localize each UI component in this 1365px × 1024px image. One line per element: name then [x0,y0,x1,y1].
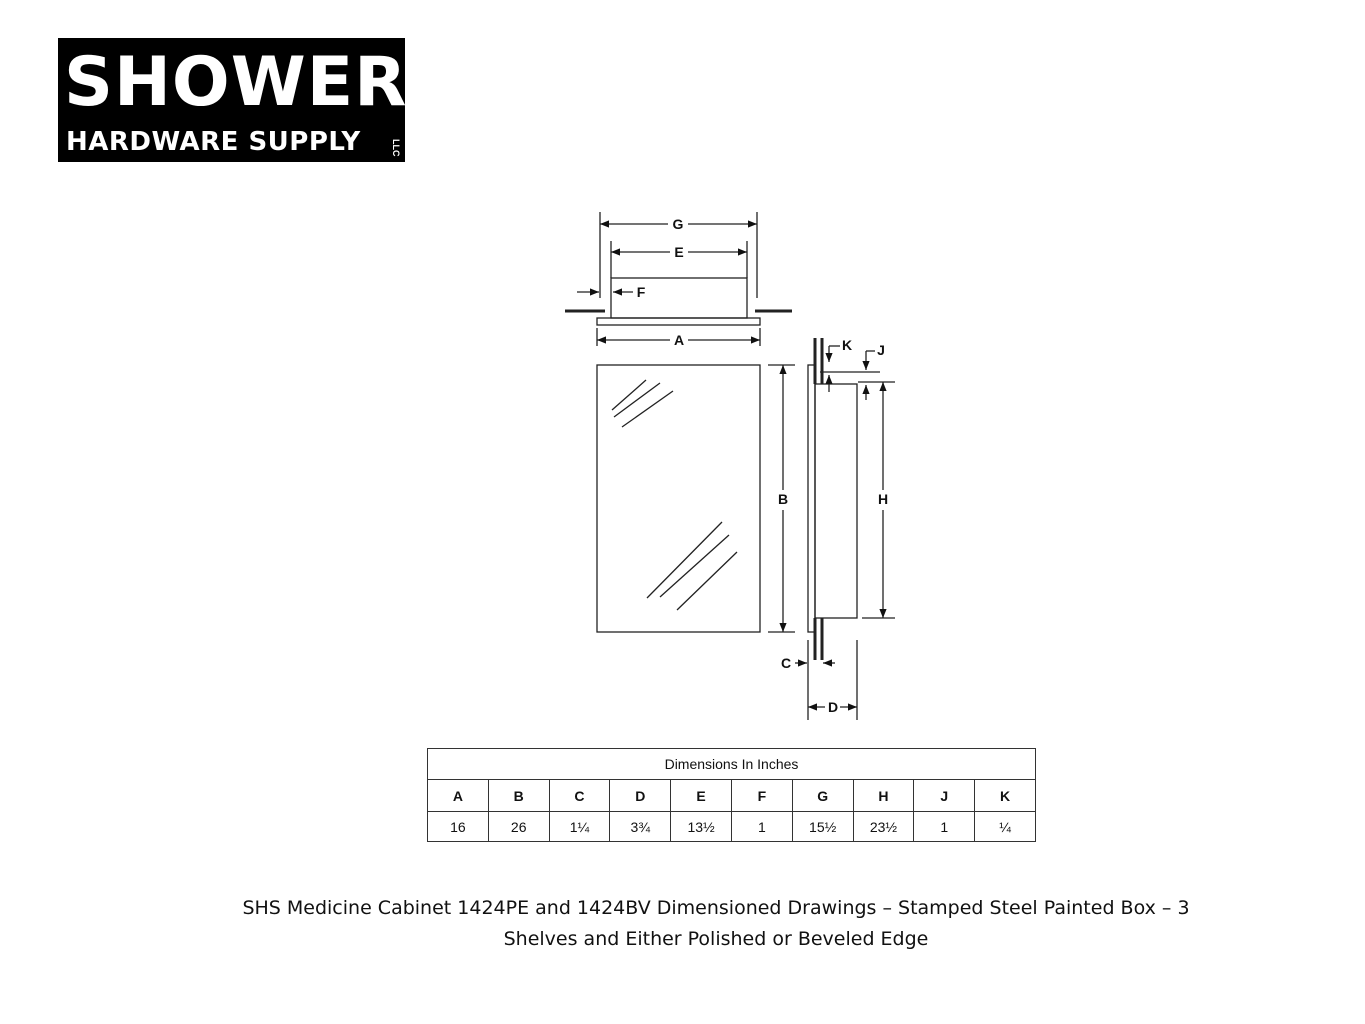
table-cell: 16 [428,812,489,842]
table-header-cell: B [488,780,549,812]
table-cell: 15½ [792,812,853,842]
dim-label-f: F [636,284,646,300]
table-cell: 3¾ [610,812,671,842]
dim-label-a: A [673,332,685,348]
table-cell: ¼ [975,812,1036,842]
table-header-row [428,780,1036,812]
dim-label-k: K [841,337,853,353]
caption-line-2: Shelves and Either Polished or Beveled Edge [503,928,929,950]
table-header-cell: D [610,780,671,812]
dimensions-table [427,748,1036,842]
figure-caption [200,893,1232,955]
table-header-cell: H [853,780,914,812]
table-header-cell: C [549,780,610,812]
table-cell: 1¼ [549,812,610,842]
table-title: Dimensions In Inches [428,749,1036,780]
table-header-cell: J [914,780,975,812]
table-header-cell: G [792,780,853,812]
table-header-cell: A [428,780,489,812]
table-header-cell: E [671,780,732,812]
table-row [428,812,1036,842]
table-cell: 1 [731,812,792,842]
table-cell: 13½ [671,812,732,842]
logo-top-text: SHOWER [64,43,408,122]
dim-label-h: H [877,491,889,507]
dim-label-g: G [672,216,684,232]
dim-label-j: J [877,342,885,358]
table-header-cell: K [975,780,1036,812]
table-cell: 1 [914,812,975,842]
dim-label-e: E [674,244,684,260]
table-cell: 23½ [853,812,914,842]
logo-llc-text: LLC [391,138,401,156]
logo-bottom-text: HARDWARE SUPPLY [66,127,361,157]
table-header-cell: F [731,780,792,812]
dim-label-d: D [827,699,839,715]
table-cell: 26 [488,812,549,842]
caption-line-1: SHS Medicine Cabinet 1424PE and 1424BV Dimensioned Drawings – Stamped Steel Painted Box – 3 [242,897,1190,919]
dim-label-b: B [777,491,789,507]
dim-label-c: C [780,655,792,671]
